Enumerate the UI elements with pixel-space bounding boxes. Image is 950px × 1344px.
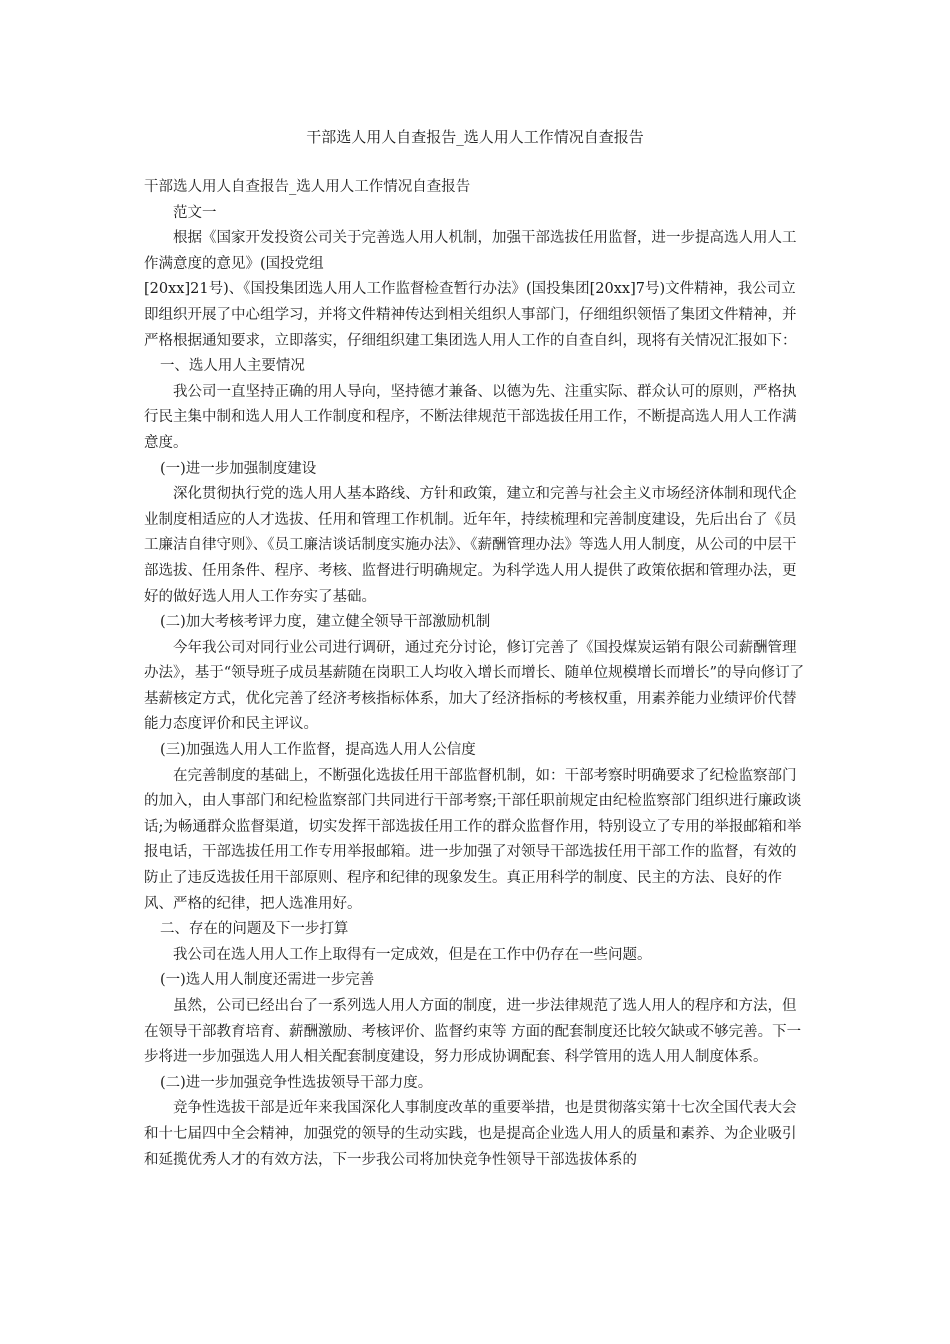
subsection-heading: (二)加大考核考评力度，建立健全领导干部激励机制 <box>159 614 491 631</box>
subsection-heading: (一)选人用人制度还需进一步完善 <box>159 972 375 989</box>
paragraph: 竞争性选拔干部是近年来我国深化人事制度改革的重要举措，也是贯彻落实第十七次全国代表大会和十七届四中全会精神，加强党的领导的生动实践，也是提高企业选人用人的质量和素养、为企业吸引和延揽优秀人才的有效方法，下一步我公司将加快竞争性领导干部选拔体系的 <box>144 1100 797 1168</box>
section-heading: 二、存在的问题及下一步打算 <box>159 921 349 938</box>
section-heading: 一、选人用人主要情况 <box>159 358 305 375</box>
paragraph: 我公司一直坚持正确的用人导向，坚持德才兼备、以德为先、注重实际、群众认可的原则，严格执行民主集中制和选人用人工作制度和程序，不断法律规范干部选拔任用工作，不断提高选人用人工作满意度。 <box>144 383 797 451</box>
subsection-heading: (二)进一步加强竞争性选拔领导干部力度。 <box>159 1074 433 1091</box>
subsection-heading: (三)加强选人用人工作监督，提高选人用人公信度 <box>159 742 476 759</box>
paragraph: 今年我公司对同行业公司进行调研，通过充分讨论，修订完善了《国投煤炭运销有限公司薪酬管理办法》，基于“领导班子成员基薪随在岗职工人均收入增长而增长、随单位规模增长而增长”的导向修订了基薪核定方式，优化完善了经济考核指标体系，加大了经济指标的考核权重，用素养能力业绩评价代替能力态度评价和民主评议。 <box>144 639 805 733</box>
document-body <box>144 175 806 1173</box>
paragraph: 深化贯彻执行党的选人用人基本路线、方针和政策，建立和完善与社会主义市场经济体制和现代企业制度相适应的人才选拔、任用和管理工作机制。近年年，持续梳理和完善制度建设，先后出台了《员工廉洁自律守则》、《员工廉洁谈话制度实施办法》、《薪酬管理办法》等选人用人制度，从公司的中层干部选拔、任用条件、程序、考核、监督进行明确规定。为科学选人用人提供了政策依据和管理办法，更好的做好选人用人工作夯实了基础。 <box>144 486 797 605</box>
paragraph: [20xx]21号)、《国投集团选人用人工作监督检查暂行办法》(国投集团[20xx]7号)文件精神，我公司立即组织开展了中心组学习，并将文件精神传达到相关组织人事部门，仔细组织领悟了集团文件精神，并严格根据通知要求，立即落实，仔细组织建工集团选人用人工作的自查自纠，现将有关情况汇报如下： <box>144 281 797 349</box>
document-title: 干部选人用人自查报告_选人用人工作情况自查报告 <box>306 128 644 146</box>
paragraph-sample-label: 范文一 <box>173 204 217 221</box>
paragraph: 我公司在选人用人工作上取得有一定成效，但是在工作中仍存在一些问题。 <box>173 946 652 963</box>
paragraph: 虽然，公司已经出台了一系列选人用人方面的制度，进一步法律规范了选人用人的程序和方法，但在领导干部教育培育、薪酬激励、考核评价、监督约束等 方面的配套制度还比较欠缺或不够完善。下一步将进一步加强选人用人相关配套制度建设，努力形成协调配套、科学管用的选人用人制度体系。 <box>144 998 802 1066</box>
paragraph: 根据《国家开发投资公司关于完善选人用人机制，加强干部选拔任用监督，进一步提高选人用人工作满意度的意见》(国投党组 <box>144 230 797 272</box>
paragraph: 在完善制度的基础上，不断强化选拔任用干部监督机制，如：干部考察时明确要求了纪检监察部门的加入，由人事部门和纪检监察部门共同进行干部考察;干部任职前规定由纪检监察部门组织进行廉政谈话;为畅通群众监督渠道，切实发挥干部选拔任用工作的群众监督作用，特别设立了专用的举报邮箱和举报电话，干部选拔任用工作专用举报邮箱。进一步加强了对领导干部选拔任用干部工作的监督，有效的防止了违反选拔任用干部原则、程序和纪律的现象发生。真正用科学的制度、民主的方法、良好的作风、严格的纪律，把人选准用好。 <box>144 767 802 912</box>
paragraph-heading: 干部选人用人自查报告_选人用人工作情况自查报告 <box>144 179 471 195</box>
subsection-heading: (一)进一步加强制度建设 <box>159 460 317 477</box>
